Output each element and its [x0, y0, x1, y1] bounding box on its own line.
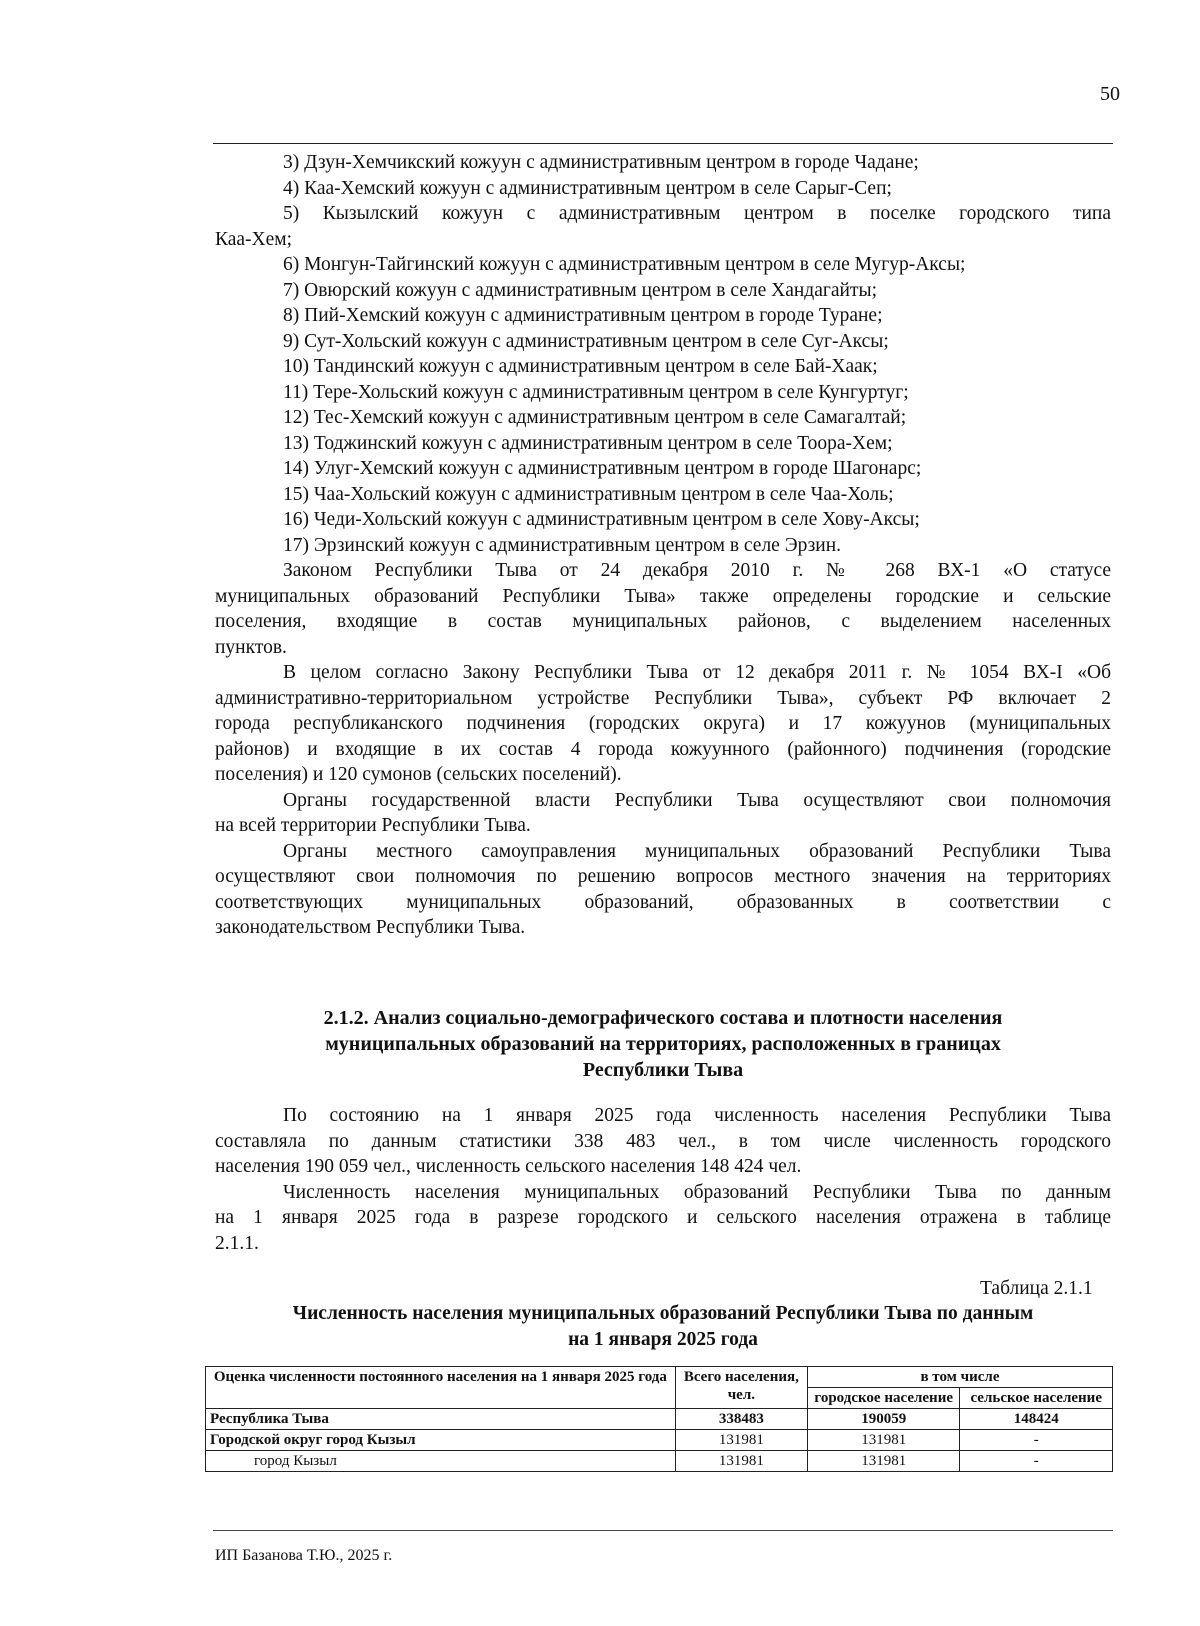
header-total: Всего населения, чел. [675, 1367, 807, 1409]
paragraph-line: Органы местного самоуправления муниципальных образований Республики Тыва [283, 840, 1111, 862]
table-title [215, 1301, 1111, 1353]
paragraph-line: осуществляют свои полномочия по решению вопросов местного значения на территориях [215, 866, 1111, 887]
row-rural: - [960, 1430, 1113, 1451]
table-label: Таблица 2.1.1 [980, 1278, 1093, 1299]
paragraph-line: районов) и входящие в их состав 4 города кожуунного (районного) подчинения (городские [215, 738, 1111, 760]
list-item: 16) Чеди-Хольский кожуун с административным центром в селе Хову-Аксы; [283, 509, 920, 530]
row-name: город Кызыл [206, 1451, 676, 1472]
list-item: 11) Тере-Хольский кожуун с административным центром в селе Кунгуртуг; [283, 381, 909, 403]
paragraph-line: поселения) и 120 сумонов (сельских поселений). [215, 764, 622, 785]
list-item: 6) Монгун-Тайгинский кожуун с административным центром в селе Мугур-Аксы; [283, 254, 966, 275]
row-urban: 131981 [807, 1451, 960, 1472]
row-urban: 190059 [807, 1409, 960, 1430]
table-row [206, 1409, 1113, 1430]
header-rural: сельское население [960, 1388, 1113, 1409]
footer-text: ИП Базанова Т.Ю., 2025 г. [215, 1547, 393, 1564]
paragraph-line: По состоянию на 1 января 2025 года численность населения Республики Тыва [283, 1105, 1111, 1126]
table-title-line: Численность населения муниципальных образований Республики Тыва по данным [292, 1303, 1034, 1324]
row-rural: - [960, 1451, 1113, 1472]
paragraph-line: В целом согласно Закону Республики Тыва от 12 декабря 2011 г. № 1054 ВХ-I «Об [283, 662, 1111, 683]
row-urban: 131981 [807, 1430, 960, 1451]
table-title-line: на 1 января 2025 года [568, 1329, 758, 1350]
paragraph-line: соответствующих муниципальных образований, образованных в соответствии с [215, 891, 1111, 913]
document-body [215, 150, 1111, 941]
header-including: в том числе [807, 1367, 1112, 1388]
section-heading-line: 2.1.2. Анализ социально-демографического состава и плотности населения [323, 1007, 1003, 1029]
paragraph-line: 2.1.1. [215, 1232, 259, 1254]
row-total: 131981 [675, 1451, 807, 1472]
list-item: 8) Пий-Хемский кожуун с административным центром в городе Туране; [283, 305, 883, 326]
paragraph-line: административно-территориальном устройстве Республики Тыва», субъект РФ включает 2 [215, 687, 1111, 709]
section-heading-line: муниципальных образований на территориях, расположенных в границах [325, 1033, 1001, 1055]
list-item: 4) Каа-Хемский кожуун с административным центром в селе Сарыг-Сеп; [283, 177, 892, 199]
paragraph-line: пунктов. [215, 636, 287, 658]
row-name: Городской округ город Кызыл [206, 1430, 676, 1451]
list-item: 3) Дзун-Хемчикский кожуун с административным центром в городе Чадане; [283, 152, 919, 173]
section-body [215, 1103, 1111, 1256]
paragraph-line: поселения, входящие в состав муниципальных районов, с выделением населенных [215, 611, 1111, 632]
paragraph-line: муниципальных образований Республики Тыва» также определены городские и сельские [215, 585, 1111, 607]
paragraph-line: населения 190 059 чел., численность сельского населения 148 424 чел. [215, 1156, 802, 1177]
row-total: 131981 [675, 1430, 807, 1451]
header-urban: городское население [807, 1388, 960, 1409]
list-item: 17) Эрзинский кожуун с административным центром в селе Эрзин. [283, 534, 842, 556]
table-row [206, 1451, 1113, 1472]
list-item: 7) Овюрский кожуун с административным центром в селе Хандагайты; [283, 279, 878, 301]
paragraph-line: на всей территории Республики Тыва. [215, 815, 531, 836]
list-item: 15) Чаа-Хольский кожуун с административным центром в селе Чаа-Холь; [283, 483, 894, 505]
list-item: 13) Тоджинский кожуун с административным центром в селе Тоора-Хем; [283, 432, 893, 454]
list-item: 12) Тес-Хемский кожуун с административным центром в селе Самагалтай; [283, 407, 907, 428]
paragraph-line: на 1 января 2025 года в разрезе городского и сельского населения отражена в таблице [215, 1207, 1111, 1228]
footer-rule [213, 1530, 1113, 1531]
list-item: 14) Улуг-Хемский кожуун с административным центром в городе Шагонарс; [283, 458, 922, 479]
row-name: Республика Тыва [206, 1409, 676, 1430]
paragraph-line: законодательством Республики Тыва. [215, 917, 526, 938]
paragraph-line: города республиканского подчинения (городских округа) и 17 кожуунов (муниципальных [215, 713, 1111, 734]
list-item: 9) Сут-Хольский кожуун с административным центром в селе Суг-Аксы; [283, 330, 889, 352]
list-item: 10) Тандинский кожуун с административным центром в селе Бай-Хаак; [283, 356, 878, 377]
header-rule [213, 143, 1113, 144]
header-estimate: Оценка численности постоянного населения на 1 января 2025 года [206, 1367, 676, 1409]
section-heading-line: Республики Тыва [582, 1059, 744, 1081]
page-number: 50 [1100, 83, 1120, 105]
paragraph-line: составляла по данным статистики 338 483 чел., в том числе численность городского [215, 1130, 1111, 1152]
list-item: 5) Кызылский кожуун с административным центром в поселке городского типа [283, 203, 1111, 224]
paragraph-line: Органы государственной власти Республики Тыва осуществляют свои полномочия [283, 789, 1111, 811]
population-table [205, 1366, 1113, 1472]
list-item-continuation: Каа-Хем; [215, 228, 293, 250]
row-total: 338483 [675, 1409, 807, 1430]
table-row [206, 1430, 1113, 1451]
section-heading [215, 1005, 1111, 1083]
paragraph-line: Численность населения муниципальных образований Республики Тыва по данным [283, 1181, 1111, 1203]
row-rural: 148424 [960, 1409, 1113, 1430]
paragraph-line: Законом Республики Тыва от 24 декабря 2010 г. № 268 ВХ-1 «О статусе [283, 560, 1111, 581]
